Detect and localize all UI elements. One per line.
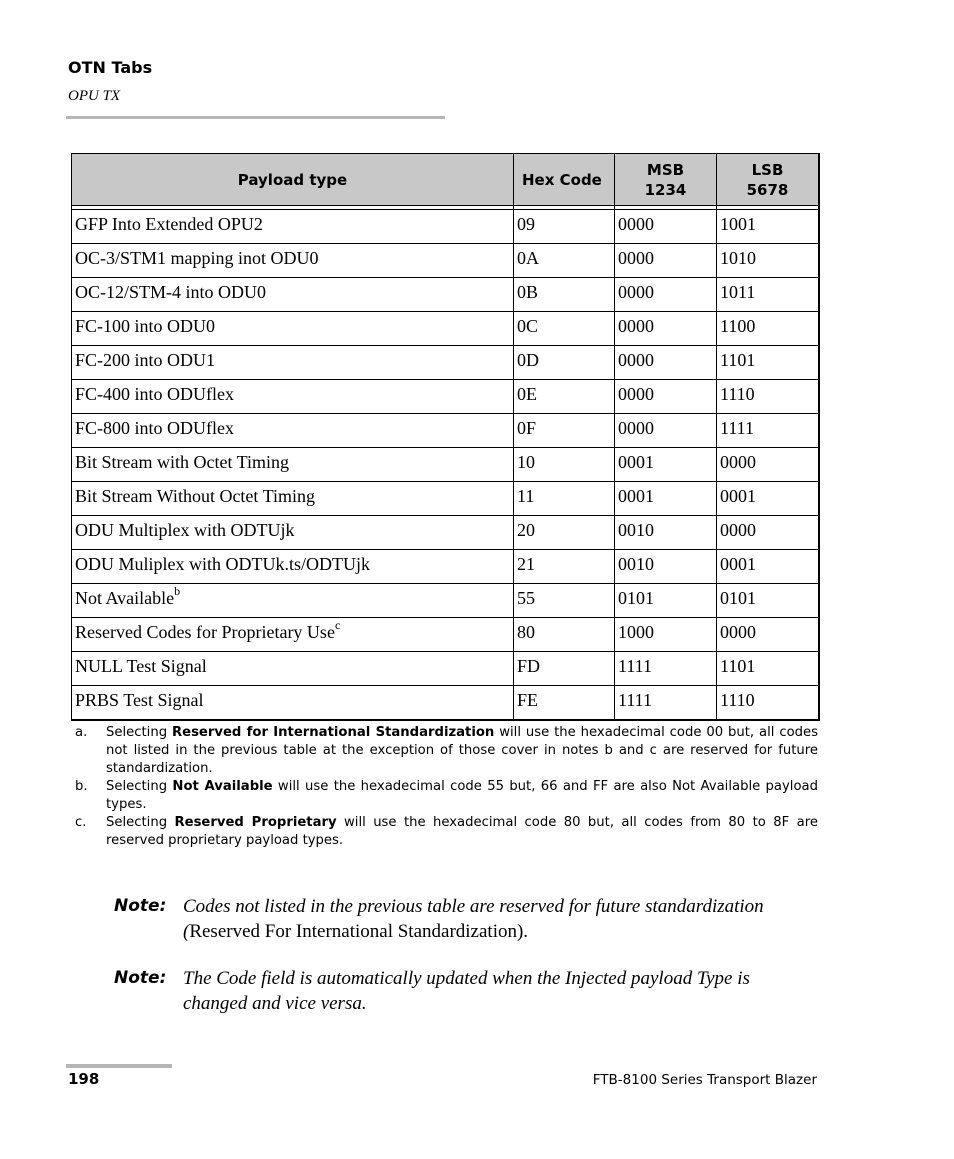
table-row (72, 584, 819, 618)
table-row (72, 414, 819, 448)
cell-payload-type: Reserved Codes for Proprietary Use$^c$ (72, 618, 514, 652)
cell-hex-code: 21 (514, 550, 615, 584)
note-label: Note: (114, 896, 167, 916)
footnote: a. Selecting Reserved for International Standardization will use the hexadecimal code 00 but, all codes not listed in the previous table at the exception of those cover in notes b and c are reserved for future standardization. (75, 725, 818, 776)
cell-hex-code: FD (514, 652, 615, 686)
cell-msb: 1000 (615, 618, 717, 652)
cell-lsb: 1110 (717, 686, 819, 720)
cell-hex-code: 0A (514, 244, 615, 278)
header-rule (66, 116, 445, 119)
table-shadow (71, 719, 820, 721)
col-header-hex: Hex Code (514, 154, 615, 206)
footnote: b. Selecting Not Available will use the hexadecimal code 55 but, 66 and FF are also Not Available payload types. (75, 779, 818, 812)
cell-msb: 0000 (615, 278, 717, 312)
cell-payload-type: Not Available$^b$ (72, 584, 514, 618)
cell-lsb: 1111 (717, 414, 819, 448)
cell-payload-type: GFP Into Extended OPU2 (72, 210, 514, 244)
table-row (72, 550, 819, 584)
cell-msb: 0001 (615, 482, 717, 516)
table-row (72, 380, 819, 414)
cell-hex-code: 20 (514, 516, 615, 550)
cell-payload-type: OC-3/STM1 mapping inot ODU0 (72, 244, 514, 278)
cell-lsb: 0000 (717, 448, 819, 482)
cell-payload-type: FC-100 into ODU0 (72, 312, 514, 346)
footnote-mark: c. (75, 815, 87, 830)
cell-msb: 0010 (615, 516, 717, 550)
cell-msb: 0000 (615, 244, 717, 278)
cell-hex-code: 55 (514, 584, 615, 618)
cell-payload-type: OC-12/STM-4 into ODU0 (72, 278, 514, 312)
cell-hex-code: FE (514, 686, 615, 720)
cell-payload-type: FC-400 into ODUflex (72, 380, 514, 414)
cell-msb: 0101 (615, 584, 717, 618)
cell-lsb: 1011 (717, 278, 819, 312)
cell-lsb: 0001 (717, 550, 819, 584)
table-row (72, 618, 819, 652)
footnote-ref: c (334, 618, 341, 632)
cell-lsb: 1110 (717, 380, 819, 414)
cell-hex-code: 0B (514, 278, 615, 312)
cell-msb: 0000 (615, 380, 717, 414)
note-label: Note: (114, 968, 167, 988)
table-row (72, 448, 819, 482)
cell-hex-code: 10 (514, 448, 615, 482)
cell-payload-type: FC-800 into ODUflex (72, 414, 514, 448)
footnote-emphasis: Reserved for International Standardization (171, 725, 495, 740)
footnote-emphasis: Reserved Proprietary (174, 815, 337, 830)
footnote-mark: b. (75, 779, 88, 794)
cell-hex-code: 0D (514, 346, 615, 380)
cell-hex-code: 11 (514, 482, 615, 516)
cell-lsb: 1101 (717, 346, 819, 380)
footnotes (75, 724, 818, 850)
footnote: c. Selecting Reserved Proprietary will use the hexadecimal code 80 but, all codes from 80 to 8F are reserved proprietary payload types. (75, 815, 818, 848)
table-row (72, 210, 819, 244)
table-row (72, 482, 819, 516)
table-shadow (818, 153, 820, 720)
cell-msb: 0001 (615, 448, 717, 482)
cell-payload-type: PRBS Test Signal (72, 686, 514, 720)
cell-lsb: 0000 (717, 516, 819, 550)
header-title: OTN Tabs (68, 58, 153, 77)
cell-payload-type: ODU Muliplex with ODTUk.ts/ODTUjk (72, 550, 514, 584)
table-row (72, 278, 819, 312)
cell-msb: 0010 (615, 550, 717, 584)
table-row (72, 652, 819, 686)
cell-hex-code: 0F (514, 414, 615, 448)
col-header-payload: Payload type (72, 154, 514, 206)
cell-msb: 0000 (615, 210, 717, 244)
cell-lsb: 0101 (717, 584, 819, 618)
cell-hex-code: 0E (514, 380, 615, 414)
footnote-mark: a. (75, 725, 88, 740)
cell-lsb: 0001 (717, 482, 819, 516)
header-subtitle: OPU TX (68, 88, 121, 104)
cell-msb: 0000 (615, 414, 717, 448)
footer-product-title: FTB-8100 Series Transport Blazer (592, 1072, 817, 1088)
cell-hex-code: 0C (514, 312, 615, 346)
cell-payload-type: FC-200 into ODU1 (72, 346, 514, 380)
cell-msb: 1111 (615, 686, 717, 720)
cell-payload-type: Bit Stream with Octet Timing (72, 448, 514, 482)
table-row (72, 244, 819, 278)
col-header-lsb: LSB 5678 (717, 154, 819, 206)
cell-hex-code: 09 (514, 210, 615, 244)
payload-table (71, 153, 820, 720)
note-text: The Code field is automatically updated when the Injected payload Type is changed and vice versa. (183, 968, 750, 1014)
table-row (72, 312, 819, 346)
cell-lsb: 1010 (717, 244, 819, 278)
cell-payload-type: Bit Stream Without Octet Timing (72, 482, 514, 516)
cell-payload-type: ODU Multiplex with ODTUjk (72, 516, 514, 550)
cell-lsb: 1101 (717, 652, 819, 686)
col-header-msb: MSB 1234 (615, 154, 717, 206)
cell-msb: 0000 (615, 346, 717, 380)
table-row (72, 686, 819, 720)
cell-msb: 0000 (615, 312, 717, 346)
cell-lsb: 1001 (717, 210, 819, 244)
note-2 (114, 966, 818, 1016)
table-row (72, 516, 819, 550)
note-1 (114, 894, 818, 944)
footer-rule (66, 1064, 172, 1068)
cell-msb: 1111 (615, 652, 717, 686)
table-row (72, 346, 819, 380)
footnote-ref: b (174, 584, 181, 598)
cell-payload-type: NULL Test Signal (72, 652, 514, 686)
page-number: 198 (68, 1070, 100, 1088)
cell-hex-code: 80 (514, 618, 615, 652)
cell-lsb: 1100 (717, 312, 819, 346)
cell-lsb: 0000 (717, 618, 819, 652)
note-text: Codes not listed in the previous table are reserved for future standardization (Reserved For International Standardization). (183, 896, 764, 942)
footnote-emphasis: Not Available (172, 779, 273, 794)
